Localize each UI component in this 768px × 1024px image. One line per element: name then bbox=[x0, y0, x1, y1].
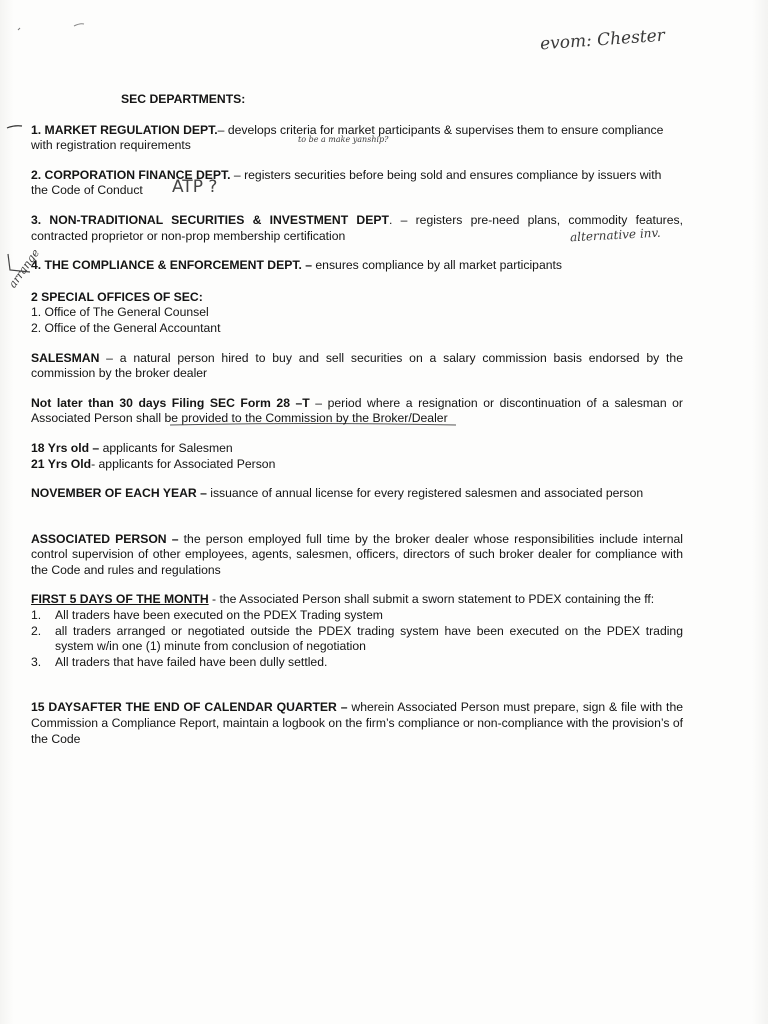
list-item-text: all traders arranged or negotiated outside the PDEX trading system have been executed on the PDEX trading system w/in one (1) minute from conclusion of negotiation bbox=[55, 623, 683, 654]
associated-def: the person employed full time by the broker dealer whose responsibilities include internal control supervision of other employees, agents, salesmen, officers, directors of such broker dealer for compliance with the Code and rules and regulations bbox=[31, 531, 683, 577]
special-office-item: 1. Office of The General Counsel bbox=[31, 305, 209, 320]
quarter-definition bbox=[31, 700, 683, 747]
handwritten-top-right: evom: Chester bbox=[539, 25, 666, 55]
age-18-def: applicants for Salesmen bbox=[99, 440, 233, 455]
list-item-number: 2. bbox=[31, 623, 42, 638]
dept-2-name: 2. CORPORATION FINANCE DEPT. bbox=[31, 167, 231, 182]
dept-2 bbox=[31, 168, 683, 199]
age-requirements bbox=[31, 441, 683, 472]
handwritten-margin-note: arrange bbox=[6, 246, 43, 291]
november-term: NOVEMBER OF EACH YEAR – bbox=[31, 486, 207, 501]
dept-2-desc-1: registers securities before being sold and ensures compliance by issuers with bbox=[244, 167, 662, 182]
filing-def-a: – period where a resignation or discontinuation of a salesman or Associated Person bbox=[31, 395, 683, 426]
dept-1-name: 1. MARKET REGULATION DEPT. bbox=[31, 122, 218, 137]
dept-2-sep: – bbox=[230, 167, 245, 182]
age-18-term: 18 Yrs old – bbox=[31, 440, 100, 455]
dept-2-desc-2: the Code of Conduct bbox=[31, 183, 143, 198]
page-title: SEC DEPARTMENTS: bbox=[121, 92, 246, 106]
associated-term: ASSOCIATED PERSON – bbox=[31, 531, 179, 546]
age-21-term: 21 Yrs Old bbox=[31, 456, 92, 471]
quarter-def: wherein Associated Person must prepare, sign & file with the Commission a Compliance Report, maintain a logbook on the firm’s compliance or non-compliance with the provision’s of the Code bbox=[31, 700, 683, 746]
november-definition bbox=[31, 486, 683, 502]
salesman-definition bbox=[31, 351, 683, 382]
dept-3-desc-1: registers pre-need plans, commodity features, bbox=[415, 212, 683, 227]
quarter-term: 15 DAYSAFTER THE END OF CALENDAR QUARTER – bbox=[31, 700, 348, 715]
document-body bbox=[31, 92, 683, 761]
list-item-number: 3. bbox=[31, 654, 42, 669]
age-21-def: - applicants for Associated Person bbox=[91, 456, 276, 471]
dept-1-desc-2: with registration requirements bbox=[31, 138, 191, 153]
salesman-def: – a natural person hired to buy and sell securities on a salary commission basis endorsed by the commission by the broker dealer bbox=[31, 350, 683, 381]
list-item bbox=[31, 608, 683, 624]
dept-1-sep: – bbox=[217, 122, 228, 137]
pen-tick-mark bbox=[6, 122, 24, 132]
handwritten-note-alternative: alternative inv. bbox=[569, 225, 661, 245]
special-office-item: 2. Office of the General Accountant bbox=[31, 320, 221, 335]
first5-def: - the Associated Person shall submit a sworn statement to PDEX containing the ff: bbox=[208, 592, 655, 607]
dept-3-name: 3. NON-TRADITIONAL SECURITIES & INVESTMENT DEPT bbox=[31, 212, 389, 227]
dept-4 bbox=[31, 258, 683, 274]
dept-1-desc-1: develops criteria for market participants & supervises them to ensure compliance bbox=[227, 122, 664, 137]
list-item bbox=[31, 655, 683, 671]
scan-speck-mark bbox=[16, 18, 86, 38]
list-item-text: All traders have been executed on the PDEX Trading system bbox=[55, 608, 383, 623]
handwritten-note-requirements: to be a make yanship? bbox=[298, 135, 389, 144]
list-item bbox=[31, 624, 683, 655]
first5-term: FIRST 5 DAYS OF THE MONTH bbox=[31, 592, 209, 607]
filing-term: Not later than 30 days Filing SEC Form 28 –T bbox=[31, 395, 310, 410]
list-item-text: All traders that have failed have been dully settled. bbox=[55, 654, 328, 669]
list-item-number: 1. bbox=[31, 608, 42, 623]
filing-definition bbox=[31, 396, 683, 427]
filing-def-b: shall be provided to the Commission by the Broker/Dealer bbox=[136, 411, 448, 426]
dept-4-desc-1: ensures compliance by all market participants bbox=[315, 258, 562, 273]
special-offices bbox=[31, 290, 683, 337]
dept-3 bbox=[31, 213, 683, 244]
handwritten-note-atp: ATP ? bbox=[172, 177, 218, 197]
salesman-term: SALESMAN bbox=[31, 350, 100, 365]
dept-1 bbox=[31, 123, 683, 154]
special-offices-heading: 2 SPECIAL OFFICES OF SEC: bbox=[31, 289, 203, 304]
associated-person-definition bbox=[31, 532, 683, 579]
first5-list bbox=[31, 608, 683, 670]
dept-3-desc-2: contracted proprietor or non-prop membership certification bbox=[31, 228, 346, 243]
pen-bracket-mark bbox=[4, 250, 34, 280]
first-5-days-section bbox=[31, 592, 683, 670]
november-def: issuance of annual license for every registered salesmen and associated person bbox=[206, 486, 644, 501]
dept-3-sep: . – bbox=[388, 212, 416, 227]
dept-4-name: 4. THE COMPLIANCE & ENFORCEMENT DEPT. – bbox=[31, 258, 313, 273]
